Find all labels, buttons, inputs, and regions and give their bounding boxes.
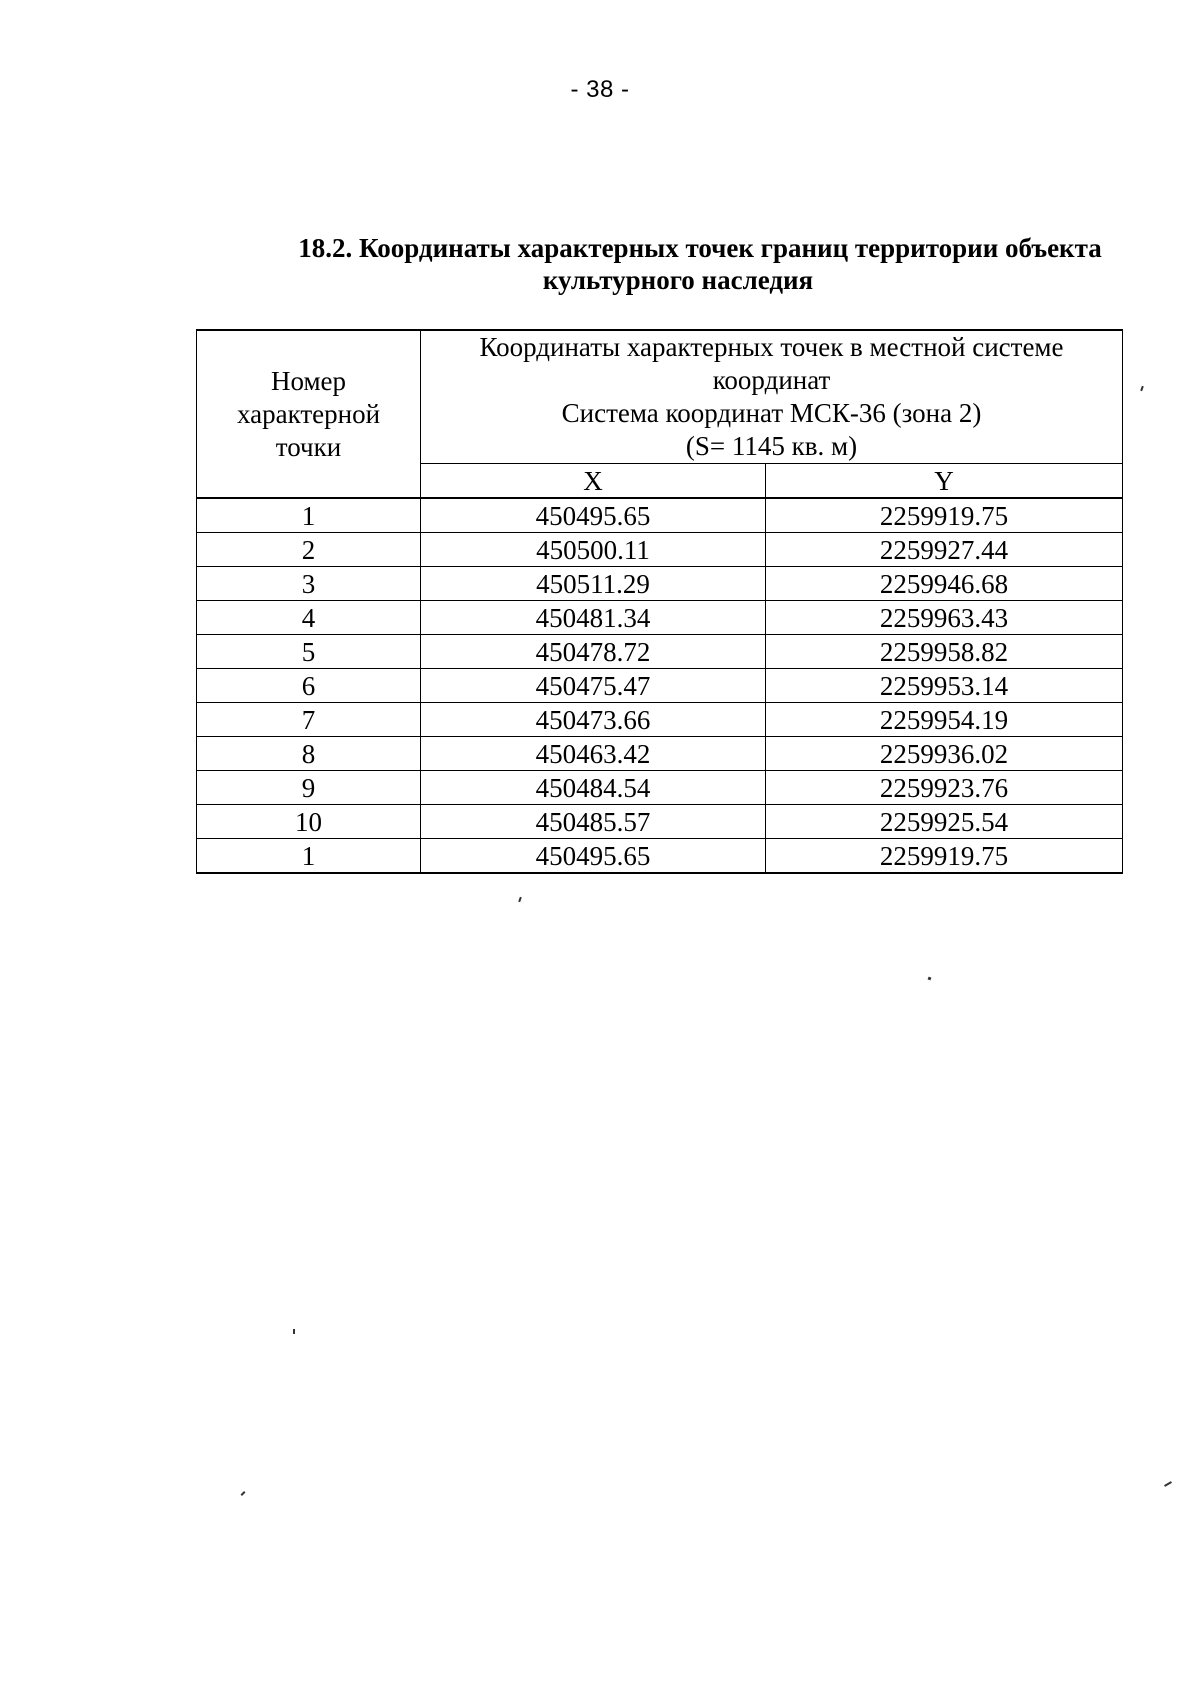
point-number-cell: 10: [197, 805, 421, 839]
point-number-header: Номер характерной точки: [197, 330, 421, 498]
y-coordinate-cell: 2259919.75: [766, 498, 1123, 533]
x-coordinate-cell: 450495.65: [421, 498, 766, 533]
column-x-header: X: [421, 464, 766, 499]
column-y-header: Y: [766, 464, 1123, 499]
section-heading-line-1: 18.2. Координаты характерных точек границ территории объекта: [298, 233, 1102, 263]
point-number-cell: 6: [197, 669, 421, 703]
y-coordinate-cell: 2259923.76: [766, 771, 1123, 805]
table-header-row: [197, 330, 1123, 464]
scan-speck: [1164, 1481, 1172, 1487]
y-coordinate-cell: 2259919.75: [766, 839, 1123, 874]
section-heading: [160, 232, 1160, 296]
coordinates-header-line-3: (S= 1145 кв. м): [685, 431, 858, 461]
scan-speck: [928, 977, 932, 981]
point-number-cell: 4: [197, 601, 421, 635]
coordinates-header-line-2: Система координат МСК-36 (зона 2): [561, 398, 982, 428]
table-row: [197, 805, 1123, 839]
scan-speck: [241, 1491, 246, 1496]
y-coordinate-cell: 2259936.02: [766, 737, 1123, 771]
x-coordinate-cell: 450481.34: [421, 601, 766, 635]
point-number-cell: 3: [197, 567, 421, 601]
x-coordinate-cell: 450484.54: [421, 771, 766, 805]
x-coordinate-cell: 450500.11: [421, 533, 766, 567]
y-coordinate-cell: 2259925.54: [766, 805, 1123, 839]
coordinates-header: [421, 330, 1123, 464]
table-row: [197, 567, 1123, 601]
table-row: [197, 601, 1123, 635]
y-coordinate-cell: 2259958.82: [766, 635, 1123, 669]
table-row: [197, 703, 1123, 737]
page-number: - 38 -: [570, 76, 630, 103]
x-coordinate-cell: 450511.29: [421, 567, 766, 601]
table-row: [197, 498, 1123, 533]
point-number-cell: 1: [197, 498, 421, 533]
coordinates-table: [196, 329, 1123, 874]
x-coordinate-cell: 450478.72: [421, 635, 766, 669]
x-coordinate-cell: 450485.57: [421, 805, 766, 839]
point-number-cell: 7: [197, 703, 421, 737]
table-row: [197, 771, 1123, 805]
y-coordinate-cell: 2259963.43: [766, 601, 1123, 635]
point-number-cell: 8: [197, 737, 421, 771]
section-heading-line-2: культурного наследия: [542, 265, 814, 295]
scan-speck: [293, 1329, 295, 1334]
table-row: [197, 669, 1123, 703]
y-coordinate-cell: 2259946.68: [766, 567, 1123, 601]
table-row: [197, 533, 1123, 567]
coordinates-header-line-1: Координаты характерных точек в местной системе координат: [479, 332, 1064, 395]
x-coordinate-cell: 450495.65: [421, 839, 766, 874]
table-row: [197, 635, 1123, 669]
y-coordinate-cell: 2259953.14: [766, 669, 1123, 703]
scan-speck: [1140, 386, 1144, 391]
table-row: [197, 737, 1123, 771]
table-row: [197, 839, 1123, 874]
y-coordinate-cell: 2259927.44: [766, 533, 1123, 567]
x-coordinate-cell: 450475.47: [421, 669, 766, 703]
point-number-cell: 9: [197, 771, 421, 805]
point-number-cell: 2: [197, 533, 421, 567]
y-coordinate-cell: 2259954.19: [766, 703, 1123, 737]
point-number-cell: 1: [197, 839, 421, 874]
point-number-cell: 5: [197, 635, 421, 669]
x-coordinate-cell: 450463.42: [421, 737, 766, 771]
scan-speck: [518, 897, 522, 902]
x-coordinate-cell: 450473.66: [421, 703, 766, 737]
